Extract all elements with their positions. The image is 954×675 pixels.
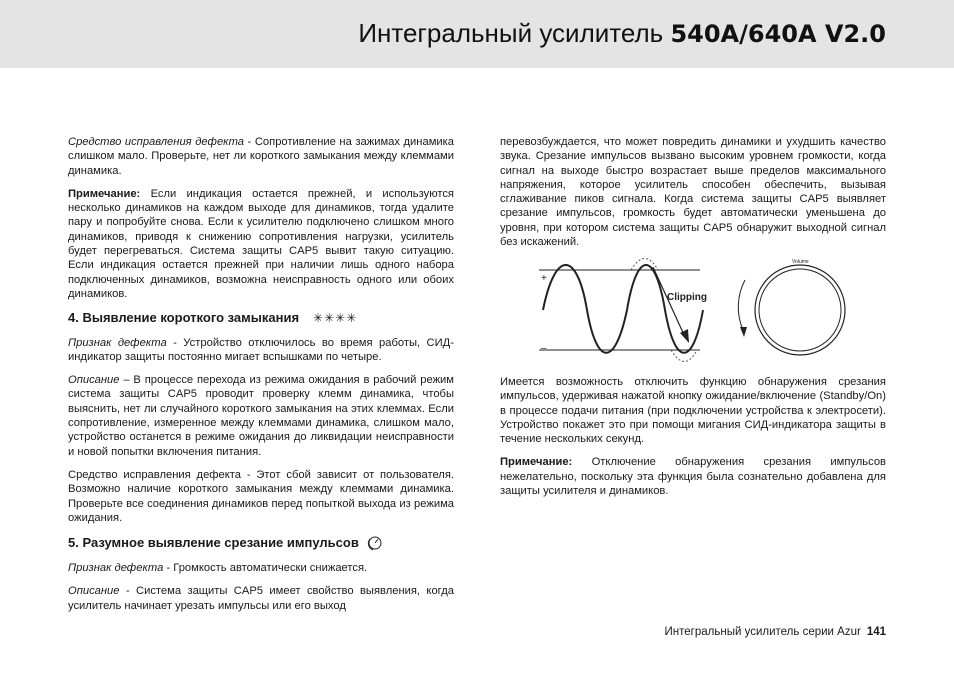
s4-symptom: Признак дефекта - Устройство отключилось во время работы, СИД-индикатор защиты постоянно мигает вспышками по четыре. [68,336,454,363]
volume-knob-graphic [738,265,845,355]
section-4-heading: 4. Выявление короткого замыкания ✳✳✳✳ [68,310,358,326]
clipping-paragraph: перевозбуждается, что может повредить динамики и ухудшить качество звука. Срезание импульсов вызвано высоким уровнем громкости, когда сигнал на выходе быстро возрастает выше пределов максимального напряжения, которое усилитель способен обеспечить, вызывая сглаживание пиков сигнала. Когда система защиты CAP5 выявляет срезание импульсов, громкость будет автоматически уменьшена до уровня, при котором система защиты CAP5 обнаружит выходной сигнал без искажений. [500,136,886,249]
title-model: 540A/640A V2.0 [670,20,886,48]
plus-sign: + [541,273,547,284]
fix-paragraph-1: Средство исправления дефекта - Сопротивление на зажимах динамика слишком мало. Проверьте, нет ли короткого замыкания между клеммами динамика. [68,136,454,177]
flash-stars-icon: ✳✳✳✳ [313,311,358,326]
footer-text: Интегральный усилитель серии Azur [664,626,861,638]
page-title [358,18,886,49]
right-column [500,135,886,258]
left-column [68,135,454,622]
page-number: 141 [866,626,886,638]
disable-paragraph: Имеется возможность отключить функцию обнаружения срезания импульсов, удерживая нажатой кнопку ожидание/включение (Standby/On) в процессе подачи питания (при подключении устройства к электросети). Устройство покажет это при помощи мигания СИД-индикатора защиты в течение нескольких секунд. [500,376,886,446]
page-footer [665,626,886,638]
note-paragraph-1: Примечание: Если индикация остается прежней, и используются несколько динамиков на каждом выходе для динамиков, тогда удалите пару и попробуйте снова. Если к усилителю подключено слишком много динамиков, приводя к снижению сопротивления нагрузки, усилитель будет перегреваться. Система защиты CAP5 вывит такую ситуацию. Если индикация остается прежней при наличии лишь одного набора подключенных динамиков, возможна неисправность одного или обоих динамиков. [68,187,454,300]
s5-description: Описание - Система защиты CAP5 имеет свойство выявления, когда усилитель начинает урезать импульсы или его выход [68,585,454,612]
right-column-lower [500,375,886,507]
clipping-diagram [535,255,865,370]
volume-label: Volume [792,259,809,265]
clipping-label: Clipping [667,292,707,303]
minus-sign: – [541,343,547,354]
section-5-heading: 5. Разумное выявление срезание импульсов [68,535,454,551]
s4-fix: Средство исправления дефекта - Этот сбой зависит от пользователя. Возможно наличие короткого замыкания между клеммами динамика. Проверьте все соединения динамиков перед попыткой выхода из режима ожидания. [68,468,454,524]
s4-description: Описание – В процессе перехода из режима ожидания в рабочий режим система защиты CAP5 проводит проверку клемм динамика, чтобы выяснить, нет ли случайного короткого замыкания на этих клеммах. Если сопротивление, измеренное между клеммами динамика, слишком мало, устройство останется в режиме ожидания до ликвидации неисправности и новой попытки включения питания. [68,374,454,458]
s5-symptom: Признак дефекта - Громкость автоматически снижается. [68,562,368,575]
sine-wave-graphic [539,259,703,362]
title-plain: Интегральный усилитель [358,18,664,48]
page-header [0,0,954,68]
note-paragraph-2: Примечание: Отключение обнаружения срезания импульсов нежелательно, поскольку эта функция была сознательно добавлена для защиты усилителя и динамиков. [500,456,886,498]
volume-dial-icon [367,535,383,551]
